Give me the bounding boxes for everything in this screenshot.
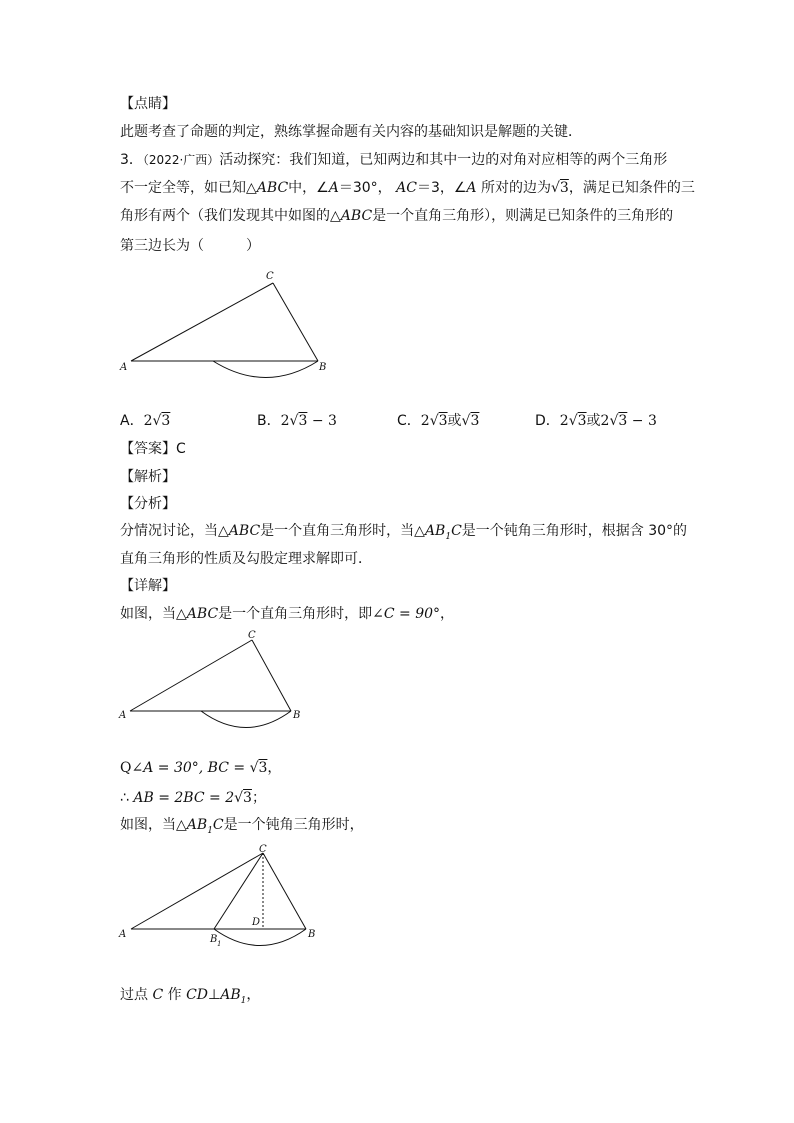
sqrt: √3: [461, 413, 480, 429]
math-c: C: [212, 817, 224, 833]
edge-ac: [131, 853, 263, 929]
text: 不一定全等，如已知: [120, 180, 246, 196]
text: 过点: [120, 987, 153, 1003]
text: 如图，当: [120, 817, 176, 833]
subscript: 1: [207, 825, 213, 836]
math-cd: CD: [186, 987, 209, 1003]
coef: 2: [143, 413, 153, 429]
sqrt: √3: [152, 413, 171, 429]
text: ＝3，∠: [416, 180, 467, 196]
detail-line-5: [120, 985, 260, 1011]
text: 是一个直角三角形时，即: [218, 606, 373, 622]
radicand: 3: [470, 413, 480, 429]
math-abc: ABC: [186, 606, 219, 622]
vertex-label-b: B: [319, 362, 327, 373]
option-label: B．: [257, 413, 281, 429]
subscript: 1: [240, 995, 247, 1006]
question-text: 活动探究：我们知道，已知两边和其中一边的对角对应相等的两个三角形: [219, 152, 668, 168]
radicand: 3: [618, 413, 628, 429]
analysis-line-2: 直角三角形的性质及勾股定理求解即可．: [120, 551, 372, 567]
math-abc: ABC: [340, 208, 373, 224]
math-ab: AB: [220, 987, 241, 1003]
triangle-symbol: △: [330, 208, 341, 224]
sqrt: √3: [568, 413, 587, 429]
math-eq: AB = 2BC = 2: [128, 790, 235, 806]
vertex-label-b: B: [293, 710, 301, 721]
vertex-label-b1-sub: 1: [217, 940, 222, 948]
triangle-symbol: △: [176, 817, 187, 833]
triangle-symbol: △: [414, 523, 425, 539]
vertex-label-c: C: [248, 630, 256, 641]
triangle-symbol: △: [246, 180, 257, 196]
vertex-label-a: A: [119, 929, 127, 940]
radicand: 3: [559, 180, 569, 196]
sqrt: √3: [234, 790, 252, 806]
coef: 2: [280, 413, 290, 429]
vertex-label-a: A: [119, 710, 127, 721]
math-angle-c: ∠C = 90°: [372, 606, 441, 622]
radicand: 3: [298, 413, 308, 429]
text: ，满足已知条件的三: [568, 180, 695, 196]
vertex-label-c: C: [266, 271, 274, 282]
vertex-label-c: C: [259, 844, 267, 855]
vertex-label-a: A: [120, 362, 128, 373]
or-text: 或: [447, 413, 462, 429]
math-a: A: [328, 180, 339, 196]
therefore-symbol: ∴: [120, 790, 129, 806]
arc: [214, 929, 306, 946]
sqrt: √3: [289, 413, 308, 429]
coef: 2: [559, 413, 569, 429]
coef: 2: [600, 413, 610, 429]
math-abc: ABC: [228, 523, 261, 539]
math-ab: AB: [424, 523, 446, 539]
text: 是一个直角三角形），则满足已知条件的三角形的: [372, 208, 674, 224]
tail: − 3: [307, 413, 337, 429]
option-label: D．: [535, 413, 560, 429]
math-c: C: [152, 987, 164, 1003]
vertex-label-b1: B: [210, 934, 218, 945]
radicand: 3: [577, 413, 587, 429]
option-label: C．: [397, 413, 421, 429]
sqrt: √3: [249, 760, 268, 776]
text: 角形有两个（我们发现其中如图的: [120, 208, 330, 224]
text: ＝30°，: [338, 180, 392, 196]
coef: 2: [420, 413, 430, 429]
math-ac: AC: [396, 180, 417, 196]
text: ；: [251, 790, 266, 806]
because-symbol: Q: [120, 760, 132, 776]
triangle-symbol: △: [176, 606, 187, 622]
text: ，: [440, 606, 455, 622]
vertex-label-b: B: [308, 929, 316, 940]
text: 所对的边为: [481, 180, 551, 196]
edge-cb: [263, 853, 306, 929]
radicand: 3: [243, 790, 252, 806]
question-line-4: 第三边长为（ ）: [120, 238, 260, 254]
radicand: 3: [438, 413, 448, 429]
dianjing-text: 此题考查了命题的判定，熟练掌握命题有关内容的基础知识是解题的关键．: [120, 124, 582, 140]
question-number: 3．: [120, 152, 143, 168]
text: 是一个钝角三角形时，根据含 30°的: [461, 523, 688, 539]
math-ab: AB: [186, 817, 208, 833]
math-eq: ∠A = 30°, BC =: [131, 760, 250, 776]
math-a: A: [466, 180, 477, 196]
text: 作: [163, 987, 187, 1003]
radicand: 3: [161, 413, 171, 429]
sqrt: √3: [551, 180, 569, 196]
dianjing-heading: 【点睛】: [120, 96, 176, 112]
math-abc: ABC: [256, 180, 289, 196]
tail: − 3: [627, 413, 657, 429]
option-label: A．: [120, 413, 144, 429]
answer-value: C: [176, 441, 186, 457]
text: 中，∠: [288, 180, 329, 196]
radicand: 3: [258, 760, 268, 776]
subscript: 1: [445, 531, 452, 542]
sqrt: √3: [429, 413, 448, 429]
jiexi-heading: 【解析】: [120, 469, 176, 485]
or-text: 或: [586, 413, 601, 429]
triangle-symbol: △: [218, 523, 229, 539]
math-c: C: [451, 523, 462, 539]
text: 是一个钝角三角形时，: [223, 817, 364, 833]
text: ，: [267, 760, 282, 776]
question-source: （2022·广西）: [142, 153, 220, 167]
fenxi-heading: 【分析】: [120, 496, 176, 512]
sqrt: √3: [609, 413, 628, 429]
text: 如图，当: [120, 606, 176, 622]
text: 是一个直角三角形时，当: [260, 523, 415, 539]
xiangjie-heading: 【详解】: [120, 578, 176, 594]
vertex-label-d: D: [252, 917, 261, 928]
text: 分情况讨论，当: [120, 523, 218, 539]
text: ，: [246, 987, 261, 1003]
answer-heading: 【答案】: [120, 441, 176, 457]
perp-symbol: ⊥: [208, 987, 221, 1003]
